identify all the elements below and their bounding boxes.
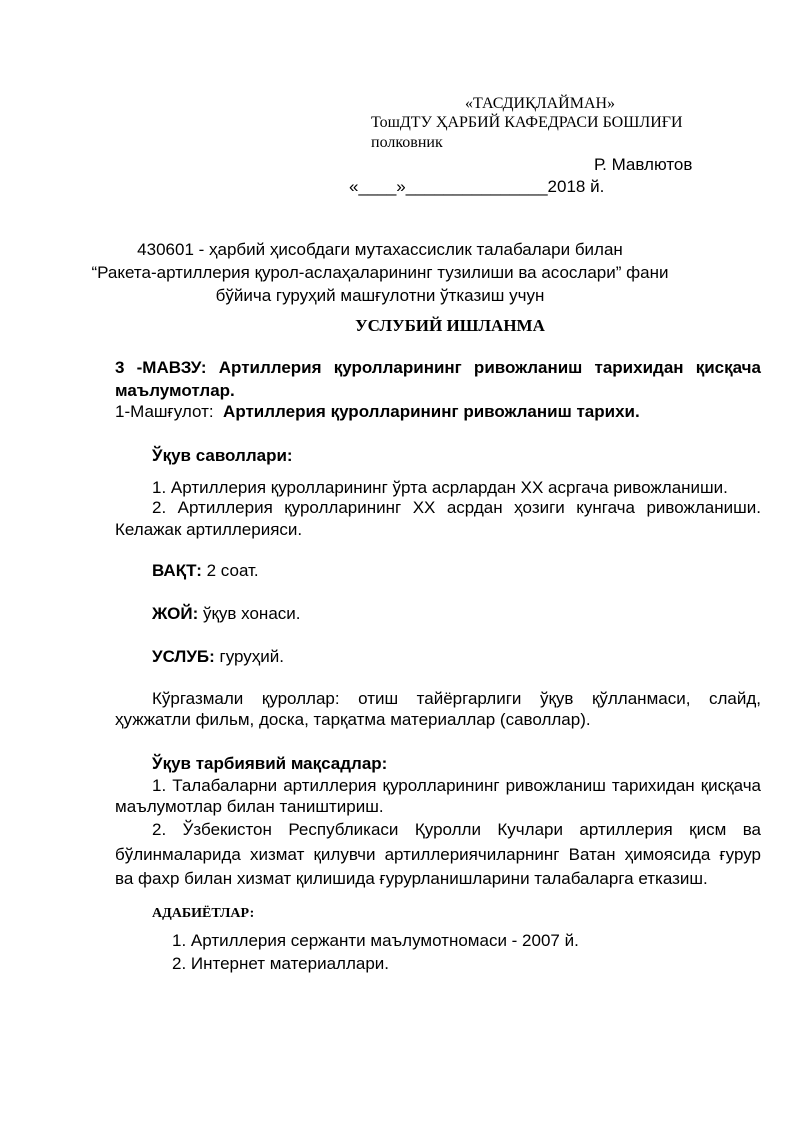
- intro-line-2: “Ракета-артиллерия қурол-аслаҳаларининг тузилиши ва асослари” фани: [91, 263, 669, 282]
- lesson-text: Артиллерия қуролларининг ривожланиш тарихи.: [223, 402, 640, 421]
- question-item-2-line-1: 2. Артиллерия қуролларининг XX асрдан ҳозиги кунгача ривожланиши.: [152, 498, 761, 517]
- goal-item-1-line-2: маълумотлар билан таништириш.: [115, 797, 384, 816]
- approval-org: ТошДТУ ҲАРБИЙ КАФЕДРАСИ БОШЛИҒИ: [371, 114, 683, 131]
- time-label: ВАҚТ:: [152, 561, 202, 580]
- approval-name: Р. Мавлютов: [594, 155, 693, 174]
- aids-line-1: Кўргазмали қуроллар: отиш тайёргарлиги ўқув қўлланмаси, слайд,: [152, 689, 761, 708]
- time-line: [152, 561, 259, 581]
- literature-item-1: 1. Артиллерия сержанти маълумотномаси - 2007 й.: [172, 931, 579, 950]
- method-label: УСЛУБ:: [152, 647, 215, 666]
- literature-heading: АДАБИЁТЛАР:: [152, 906, 255, 921]
- intro-line-1: 430601 - ҳарбий ҳисобдаги мутахассислик талабалари билан: [137, 240, 623, 259]
- intro-line-3: бўйича гуруҳий машғулотни ўтказиш учун: [215, 286, 545, 305]
- literature-item-2: 2. Интернет материаллари.: [172, 954, 389, 973]
- aids-line-2: ҳужжатли фильм, доска, тарқатма материаллар (саволлар).: [115, 710, 591, 729]
- approval-rank: полковник: [371, 134, 443, 151]
- place-value: ўқув хонаси.: [198, 604, 301, 623]
- goal-item-2-line-2: бўлинмаларида хизмат қилувчи артиллериячиларнинг Ватан ҳимоясида ғурур: [115, 845, 761, 864]
- question-item-2-line-2: Келажак артиллерияси.: [115, 520, 303, 539]
- goals-heading: Ўқув тарбиявий мақсадлар:: [152, 754, 388, 773]
- goal-item-2-line-3: ва фахр билан хизмат қилишида ғурурланишларини талабаларга етказиш.: [115, 869, 708, 888]
- lesson-prefix: 1-Машғулот:: [115, 402, 214, 421]
- approval-title: «ТАСДИҚЛАЙМАН»: [465, 95, 616, 112]
- goal-item-2-line-1: 2. Ўзбекистон Республикаси Қуролли Кучлари артиллерия қисм ва: [152, 820, 761, 839]
- topic-line-2: маълумотлар.: [115, 381, 235, 400]
- approval-date-line: «____»_______________2018 й.: [349, 177, 605, 196]
- questions-heading: Ўқув саволлари:: [152, 446, 293, 465]
- place-label: ЖОЙ:: [152, 604, 199, 623]
- method-line: [152, 647, 284, 667]
- time-value: 2 соат.: [201, 561, 259, 580]
- question-item-1: 1. Артиллерия қуролларининг ўрта асрлардан XX асргача ривожланиши.: [152, 478, 728, 497]
- method-value: гуруҳий.: [214, 647, 285, 666]
- lesson-line: [115, 402, 640, 422]
- document-title: УСЛУБИЙ ИШЛАНМА: [355, 316, 545, 335]
- place-line: [152, 604, 301, 624]
- goal-item-1-line-1: 1. Талабаларни артиллерия қуролларининг ривожланиш тарихидан қисқача: [152, 776, 761, 795]
- topic-line-1: 3 -МАВЗУ: Артиллерия қуролларининг ривожланиш тарихидан қисқача: [115, 358, 761, 377]
